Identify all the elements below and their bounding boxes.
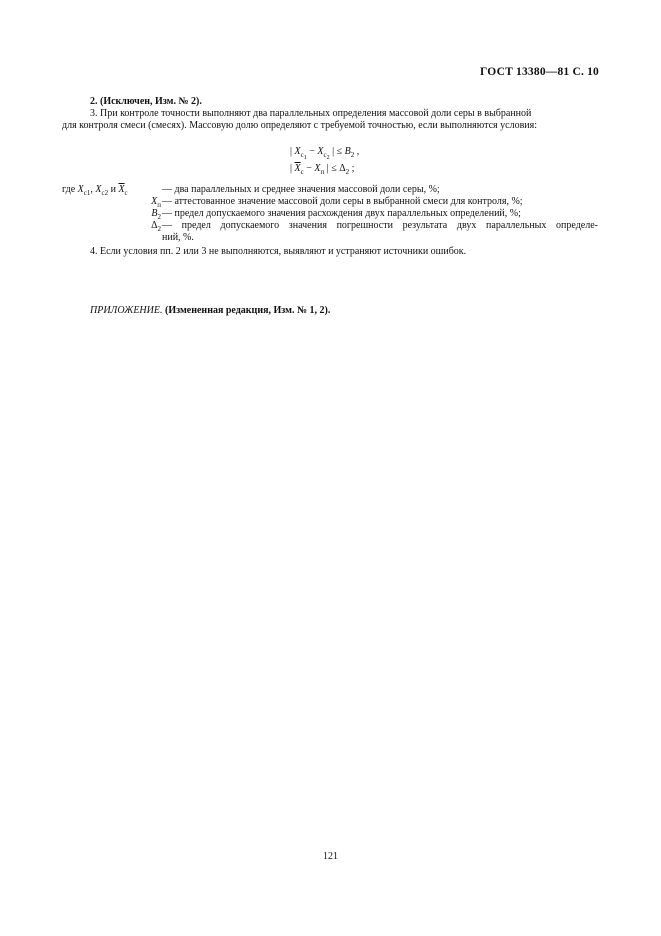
legend-desc-4: — предел допускаемого значения погрешности результата двух параллельных определе- [162, 220, 598, 231]
page-number: 121 [323, 851, 338, 862]
legend-desc-5: ний, %. [162, 232, 194, 243]
legend-desc-1: — два параллельных и среднее значения массовой доли серы, %; [162, 184, 440, 195]
formula-line-1: | $X_{c1} - X_{c2}$ | ≤ $B_2$ , [290, 146, 360, 161]
legend [62, 184, 598, 244]
legend-row-4: $\Delta_2$ — предел допускаемого значения погрешности результата двух параллельных определе- [151, 220, 598, 233]
legend-row-3: $B_2$ — предел допускаемого значения расхождения двух параллельных определений, %; [62, 208, 598, 220]
legend-row-5 [62, 232, 598, 244]
item-3-line-2: для контроля смеси (смесях). Массовую долю определяют с требуемой точностью, если выполняются условия: [62, 120, 538, 131]
appendix-note: ПРИЛОЖЕНИЕ. (Измененная редакция, Изм. № 1, 2). [90, 305, 331, 316]
legend-desc-2: — аттестованное значение массовой доли серы в выбранной смеси для контроля, %; [162, 196, 523, 207]
body-text [62, 96, 598, 132]
page-header: ГОСТ 13380—81 С. 10 [480, 66, 599, 78]
legend-row-1: где $X_{c1}$, $X_{c2}$ и $\overline{X}_c$ — два параллельных и среднее значения массовой доли серы, %; [62, 184, 598, 196]
legend-row-2: $X_п$ — аттестованное значение массовой доли серы в выбранной смеси для контроля, %; [62, 196, 598, 208]
formula-line-2: | $\overline{X}_c - X_п$ | ≤ $\Delta_2$ ; [290, 163, 355, 176]
legend-desc-3: — предел допускаемого значения расхождения двух параллельных определений, %; [162, 208, 521, 219]
item-3-line-1: 3. При контроле точности выполняют два параллельных определения массовой доли серы в выбранной [90, 108, 532, 119]
item-2: 2. (Исключен, Изм. № 2). [90, 96, 202, 107]
item-4: 4. Если условия пп. 2 или 3 не выполняются, выявляют и устраняют источники ошибок. [90, 246, 467, 257]
